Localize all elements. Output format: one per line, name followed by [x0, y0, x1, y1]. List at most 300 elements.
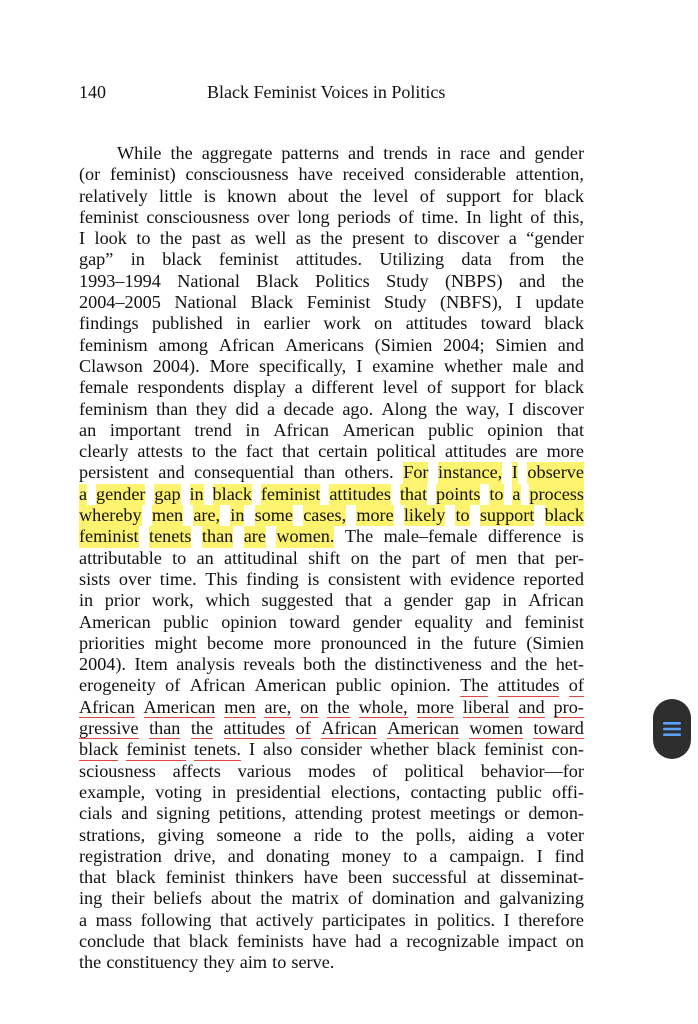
word: the [327, 696, 350, 717]
word: elections, [331, 781, 401, 802]
word: gap” [79, 249, 114, 270]
word: examine [372, 355, 434, 376]
word: Simien [495, 334, 547, 355]
word: on [350, 547, 369, 568]
word: support [479, 505, 535, 526]
word: participates [321, 909, 406, 930]
word: earlier [263, 313, 311, 334]
word: political [404, 760, 465, 781]
word: African [189, 675, 246, 696]
word: thinkers [235, 867, 294, 888]
word: of [426, 377, 443, 398]
word: that [219, 909, 248, 930]
word: petitions, [218, 803, 286, 824]
word: and [557, 334, 584, 355]
word: Utilizing [379, 249, 445, 270]
text-line [79, 548, 584, 569]
word: American [79, 611, 151, 632]
word: constituency [106, 952, 199, 973]
word: at [477, 867, 491, 888]
word: following [140, 909, 212, 930]
word: are, [264, 696, 292, 717]
word: donating [265, 845, 330, 866]
text-line [79, 867, 584, 888]
word: observe [527, 462, 584, 483]
word: political [376, 441, 437, 462]
word: might [154, 632, 198, 653]
word: of [530, 206, 546, 227]
word: attitudes. [295, 249, 363, 270]
word: which [205, 590, 250, 611]
word: public [496, 781, 542, 802]
word: black [544, 313, 584, 334]
word: attending [294, 803, 363, 824]
word: relatively [79, 185, 148, 206]
word: male [512, 355, 548, 376]
word: affects [172, 760, 221, 781]
word: therefore [518, 909, 584, 930]
word: ride [314, 824, 343, 845]
word: gap [464, 590, 491, 611]
text-line [79, 952, 584, 973]
running-title: Black Feminist Voices in Politics [207, 82, 446, 102]
word: well [254, 228, 287, 249]
word: I [356, 355, 363, 376]
word: and [121, 803, 148, 824]
word: in [436, 143, 451, 163]
word: the [339, 185, 362, 206]
word: and [499, 143, 526, 163]
word: sists [79, 568, 111, 589]
word: domination [372, 888, 455, 909]
word: are [515, 441, 538, 462]
word: consider [300, 739, 362, 760]
word: discover [437, 228, 500, 249]
word: and [463, 888, 491, 909]
word: tenets [149, 526, 192, 547]
word: also [263, 739, 293, 760]
word: periods [337, 206, 391, 227]
word: I [511, 462, 518, 483]
word: I [515, 292, 522, 313]
text-line [79, 697, 584, 718]
word: specifically, [259, 355, 347, 376]
word: did [235, 398, 259, 419]
word: light [489, 206, 523, 227]
word: prior [104, 590, 141, 611]
word: I [79, 228, 86, 249]
word: The [460, 675, 489, 696]
word: and [348, 143, 375, 163]
word: consistent [327, 568, 401, 589]
word: women. [276, 526, 335, 547]
word: (NBFS), [440, 292, 503, 313]
word: of [372, 760, 388, 781]
word: conclude [79, 930, 145, 951]
word: equality [414, 611, 473, 632]
word: published [151, 313, 223, 334]
word: men [475, 547, 508, 568]
word: that [79, 867, 107, 888]
word: Study [386, 270, 429, 291]
word: whether [443, 355, 503, 376]
word: are [243, 526, 266, 547]
word: about [287, 185, 329, 206]
word: Feminist [306, 292, 371, 313]
word: time. [159, 568, 197, 589]
text-line [79, 420, 584, 441]
word: that [399, 483, 428, 504]
word: the [214, 441, 237, 462]
word: reported [523, 568, 584, 589]
word: attitudes [444, 441, 507, 462]
word: their [111, 888, 145, 909]
word: More [209, 355, 250, 376]
word: points [436, 483, 481, 504]
word: cases, [303, 505, 347, 526]
word: or [504, 803, 520, 824]
word: little [158, 185, 193, 206]
word: men [224, 696, 256, 717]
text-line [79, 228, 584, 249]
word: update [535, 292, 584, 313]
word: whole, [358, 696, 408, 717]
text-line [79, 505, 584, 526]
word: find [554, 845, 584, 866]
word: contacting [410, 781, 487, 802]
word: recognizable [406, 930, 500, 951]
word: (Simien [374, 334, 433, 355]
word: on [374, 313, 393, 334]
word: American [143, 696, 216, 717]
word: impact [507, 930, 558, 951]
word: than [201, 526, 234, 547]
word: the [320, 228, 343, 249]
word: as [230, 228, 246, 249]
word: black [116, 867, 156, 888]
word: of [398, 206, 414, 227]
word: is [203, 185, 216, 206]
word: is [571, 526, 584, 547]
word: and [227, 845, 254, 866]
word: have [303, 867, 339, 888]
word: from [509, 249, 545, 270]
word: whether [369, 739, 429, 760]
word: a [429, 845, 438, 866]
word: For [403, 462, 429, 483]
text-line [79, 335, 584, 356]
word: important [109, 419, 181, 440]
word: American [342, 419, 415, 440]
word: decade [283, 398, 334, 419]
word: black [436, 739, 476, 760]
word: meetings [429, 803, 496, 824]
page-number: 140 [79, 82, 106, 102]
page-header [79, 82, 584, 108]
word: about [210, 888, 252, 909]
word: voter [546, 824, 584, 845]
word: of [450, 547, 466, 568]
word: black [544, 377, 584, 398]
word: to [136, 228, 151, 249]
word: that [153, 930, 181, 951]
word: gressive [79, 718, 139, 739]
word: modes [308, 760, 356, 781]
word: attitudes [405, 313, 468, 334]
word: on [565, 930, 584, 951]
word: display [233, 377, 286, 398]
word: become [207, 632, 264, 653]
word: to [489, 483, 504, 504]
word: of [419, 185, 435, 206]
text-line [79, 825, 584, 846]
word: American [387, 718, 459, 739]
word: pronounced [320, 632, 407, 653]
word: attitudes [497, 675, 560, 696]
word: suggested [261, 590, 334, 611]
word: signing [156, 803, 210, 824]
word: African [321, 718, 377, 739]
text-line [79, 143, 584, 164]
word: Americans [285, 334, 364, 355]
word: 1993–1994 [79, 270, 161, 291]
word: toward [480, 313, 532, 334]
word: feminist [218, 249, 279, 270]
word: fact [245, 441, 274, 462]
word: the [440, 632, 464, 653]
text-line [79, 782, 584, 803]
word: I [503, 909, 510, 930]
text-line [79, 846, 584, 867]
word: polls, [415, 824, 456, 845]
text-line [79, 931, 584, 952]
word: black [212, 483, 252, 504]
word: in [79, 590, 94, 611]
word: the [561, 249, 584, 270]
word: of [295, 718, 311, 739]
word: het- [555, 654, 584, 675]
text-line [79, 612, 584, 633]
word: consciousness [146, 206, 250, 227]
word: reveals [243, 654, 295, 675]
word: priorities [79, 632, 145, 653]
word: to [272, 952, 287, 973]
word: strations, [79, 824, 146, 845]
word: mass [95, 909, 133, 930]
text-line [79, 249, 584, 270]
word: in [230, 505, 245, 526]
word: toward [289, 611, 340, 632]
text-line [79, 590, 584, 611]
text-line [79, 803, 584, 824]
word: a [293, 824, 302, 845]
word: women [469, 718, 523, 739]
word: process [529, 483, 584, 504]
word: more [546, 441, 584, 462]
word: While [117, 143, 162, 163]
word: female [79, 377, 129, 398]
word: Along [381, 398, 427, 419]
word: public [428, 419, 474, 440]
word: than [156, 398, 188, 419]
word: example, [79, 781, 146, 802]
word: Black [250, 292, 294, 313]
word: black [188, 930, 229, 951]
word: feminism [79, 334, 148, 355]
word: feminist [79, 526, 139, 547]
word: Item [134, 654, 168, 675]
word: to [172, 547, 187, 568]
word: attributable [79, 547, 162, 568]
word: of [347, 888, 364, 909]
word: black [162, 249, 202, 270]
word: for [514, 377, 536, 398]
word: they [203, 952, 235, 973]
word: 2004–2005 [79, 292, 161, 313]
word: present [352, 228, 405, 249]
word: different [311, 377, 374, 398]
word: male–female [383, 526, 478, 547]
word: offi- [551, 781, 584, 802]
word: the [561, 270, 584, 291]
menu-button[interactable] [653, 699, 691, 759]
word: evidence [450, 568, 515, 589]
word: been [348, 867, 383, 888]
word: feminist [165, 867, 226, 888]
word: respondents [137, 377, 225, 398]
word: erogeneity [79, 675, 156, 696]
word: serve. [291, 952, 335, 973]
word: pro- [553, 696, 584, 717]
word: registration [79, 845, 162, 866]
word: 2004; [443, 334, 485, 355]
word: con- [551, 739, 584, 760]
text-line [79, 377, 584, 398]
word: voting [155, 781, 202, 802]
word: level [382, 377, 419, 398]
word: and [519, 270, 546, 291]
word: a [512, 483, 521, 504]
word: the [170, 143, 193, 163]
word: past [191, 228, 221, 249]
word: of [165, 675, 181, 696]
word: have [298, 164, 333, 185]
word: African [273, 419, 329, 440]
word: distinctiveness [374, 654, 482, 675]
word: support [446, 185, 501, 206]
word: gender [352, 611, 402, 632]
word: (Simien [526, 632, 584, 653]
word: feminist [126, 739, 186, 760]
word: aiding [468, 824, 514, 845]
word: someone [216, 824, 282, 845]
word: aggregate [201, 143, 273, 163]
word: attention, [515, 164, 584, 185]
word: beliefs [153, 888, 202, 909]
word: time. [421, 206, 459, 227]
word: I [507, 398, 515, 419]
text-line [79, 526, 584, 547]
word: feminist [483, 739, 544, 760]
word: some [254, 505, 294, 526]
word: over [257, 206, 290, 227]
word: to [414, 228, 429, 249]
word: instance, [438, 462, 503, 483]
word: men [151, 505, 184, 526]
word: others. [344, 462, 394, 483]
word: difference [487, 526, 562, 547]
word: likely [403, 505, 446, 526]
word: the [79, 952, 102, 973]
word: to [455, 505, 470, 526]
word: the [435, 398, 458, 419]
word: among [158, 334, 209, 355]
word: the [260, 888, 283, 909]
word: public [163, 611, 209, 632]
word: known [227, 185, 277, 206]
word: attitudinal [224, 547, 298, 568]
word: in [236, 313, 251, 334]
word: protest [371, 803, 421, 824]
word: attitudes [329, 483, 391, 504]
word: galvanizing [499, 888, 584, 909]
word: feminist [79, 206, 139, 227]
text-line [79, 718, 584, 739]
word: this, [553, 206, 584, 227]
word: 2004). [152, 355, 200, 376]
word: giving [157, 824, 205, 845]
word: aim [239, 952, 268, 973]
word: long [297, 206, 330, 227]
word: black [544, 185, 584, 206]
word: for [512, 185, 534, 206]
word: demon- [528, 803, 584, 824]
word: a [383, 590, 392, 611]
word: over [118, 568, 152, 589]
word: both [303, 654, 336, 675]
word: a [267, 398, 276, 419]
word: and [158, 462, 185, 483]
hamburger-menu-icon [663, 721, 681, 737]
word: feminist [524, 611, 584, 632]
text-line [79, 399, 584, 420]
word: in [189, 483, 204, 504]
word: matrix [291, 888, 339, 909]
word: trends [383, 143, 428, 163]
word: successful [392, 867, 468, 888]
text-line [79, 292, 584, 313]
word: future [472, 632, 517, 653]
word: and [518, 696, 545, 717]
text-line [79, 888, 584, 909]
word: I [248, 739, 256, 760]
text-line [79, 207, 584, 228]
word: feminism [79, 398, 148, 419]
word: consciousness [185, 164, 289, 185]
text-line [79, 761, 584, 782]
word: gender [534, 143, 584, 163]
word: an [79, 419, 97, 440]
word: per- [554, 547, 584, 568]
word: part [411, 547, 441, 568]
text-line [79, 186, 584, 207]
word: in [130, 249, 145, 270]
word: level [373, 185, 409, 206]
word: in [416, 632, 431, 653]
word: feminists [236, 930, 304, 951]
word: opinion. [390, 675, 451, 696]
word: certain [318, 441, 368, 462]
